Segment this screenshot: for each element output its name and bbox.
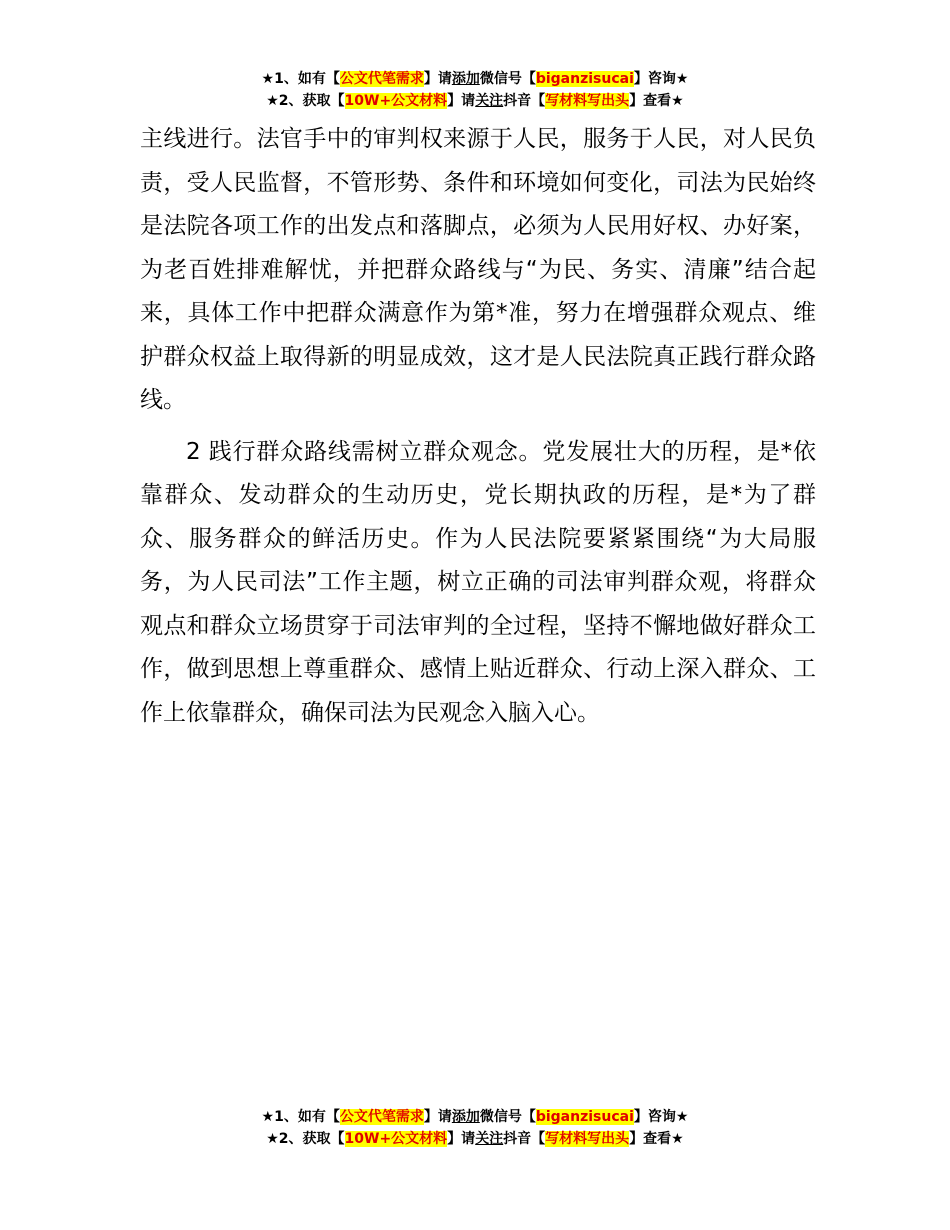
underlined-text: 添加	[451, 71, 480, 87]
underlined-text: 关注	[475, 93, 504, 109]
banner-text: 抖音【	[503, 1131, 546, 1147]
banner-text: 】请	[447, 93, 476, 109]
banner-text: 】请	[423, 1109, 452, 1125]
banner-text: ★2、获取【	[266, 1131, 345, 1147]
banner-text: 】咨询★	[633, 71, 689, 87]
paragraph: 主线进行。法官手中的审判权来源于人民，服务于人民，对人民负责，受人民监督，不管形势、条件和环境如何变化，司法为民始终是法院各项工作的出发点和落脚点，必须为人民用好权、办好案，为老百姓排难解忧，并把群众路线与“为民、务实、清廉”结合起来，具体工作中把群众满意作为第*准，努力在增强群众观点、维护群众权益上取得新的明显成效，这才是人民法院真正践行群众路线。	[140, 126, 816, 413]
highlight-douyin: 写材料写出头	[545, 1131, 630, 1147]
banner-text: ★2、获取【	[266, 93, 345, 109]
banner-text: ★1、如有【	[261, 1109, 340, 1125]
banner-text: 】查看★	[629, 93, 684, 109]
highlight-service: 公文代笔需求	[339, 1109, 424, 1125]
highlight-materials: 10W+公文材料	[344, 93, 448, 109]
highlight-service: 公文代笔需求	[339, 71, 424, 87]
banner-line-1	[0, 1106, 950, 1128]
document-body	[140, 118, 816, 735]
banner-line-2	[0, 90, 950, 112]
underlined-text: 添加	[451, 1109, 480, 1125]
highlight-douyin: 写材料写出头	[545, 93, 630, 109]
highlight-wechat-id: biganzisucai	[535, 71, 634, 87]
banner-text: 】咨询★	[633, 1109, 689, 1125]
underlined-text: 关注	[475, 1131, 504, 1147]
highlight-wechat-id: biganzisucai	[535, 1109, 634, 1125]
banner-text: 】请	[423, 71, 452, 87]
banner-text: ★1、如有【	[261, 71, 340, 87]
header-banner	[0, 68, 950, 112]
banner-text: 微信号【	[479, 1109, 536, 1125]
banner-text: 抖音【	[503, 93, 546, 109]
footer-banner	[0, 1106, 950, 1150]
banner-text: 微信号【	[479, 71, 536, 87]
banner-line-1	[0, 68, 950, 90]
banner-text: 】查看★	[629, 1131, 684, 1147]
banner-line-2	[0, 1128, 950, 1150]
banner-text: 】请	[447, 1131, 476, 1147]
paragraph: 2 践行群众路线需树立群众观念。党发展壮大的历程，是*依靠群众、发动群众的生动历史，党长期执政的历程，是*为了群众、服务群众的鲜活历史。作为人民法院要紧紧围绕“为大局服务，为人民司法”工作主题，树立正确的司法审判群众观，将群众观点和群众立场贯穿于司法审判的全过程，坚持不懈地做好群众工作，做到思想上尊重群众、感情上贴近群众、行动上深入群众、工作上依靠群众，确保司法为民观念入脑入心。	[140, 438, 816, 726]
highlight-materials: 10W+公文材料	[344, 1131, 448, 1147]
